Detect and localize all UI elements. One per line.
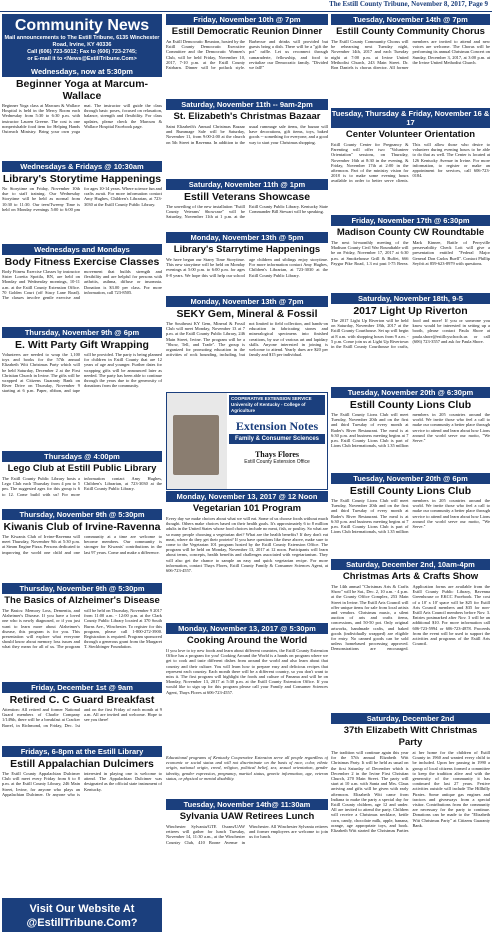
article-body: The Kiwanis Club of Irvine-Ravenna will meet Thursday, November 9th at 5:30 p.m. at Steam Engine Pizza. Persons dedicated to improving the world one child and one community at a time are welcome to become members. Our community is stronger for Kiwanis' contributions in the last 97 years. Come and make a difference.: [2, 534, 162, 555]
article-heading: Estill County Community Chorus: [336, 26, 485, 37]
article-body: Beginner Yoga class at Marcum & Wallace Hospital is held in the Mercy Room each Wednesday from 5:30 to 6:30 p.m. with instructor Lauren Greene. The cost is one nonperishable food item for Helping Hands Outreach Ministry. Bring your own yoga mat. The instructor will guide the class through basic poses, focused on relaxation, balance, strength and flexibility. For class updates, please check the Marcum & Wallace Hospital Facebook page.: [2, 103, 162, 135]
article-body: If you love to try new foods and learn about different countries, the Estill County Extension Office has a program for you! Cooking Around the World is a hands on program where we get to cook and taste different dishes from around the world and also learn about that country and their culture. You will learn how to prepare easy and delicious recipes that represent each country. Each month there will be a different country, so you don't want to miss it. The first program will highlight the foods and culture of Panama and will be on Monday, November 13, 2017 at 5:30 p.m. at the Estill County Extension Office. If you would like to sign up for this program please call your Family and Consumer Sciences Agent, Thays Flores at 606-723-4557.: [166, 648, 328, 695]
extension-logo-panel: [167, 393, 227, 489]
date-band: Thursday, November 9th @ 5:30pm: [2, 509, 162, 520]
article-heading: Sylvania UAW Retirees Lunch: [179, 811, 315, 822]
date-band: Tuesday, Thursday & Friday, November 16 & 17: [331, 109, 490, 127]
article-body: The 14th annual "Christmas Arts & Crafts Show" will be Sat., Dec. 2, 10 a.m. - 4 p.m. at the County Office Complex, 253 Main Street in Irvine. The Estill Arts Council will offer unique items for sale from local artists and vendors. Christmas music, a silent auction of arts and crafts items, concessions, and 50-50 pot. Only original artworks, handmade crafts, and baked goods (individually wrapped) are eligible for entry. No canned goods can be sold unless homebased processing approved. Demonstrations are encouraged. Application forms are available from the Estill County Public Library, Ravenna Greenhouse or EKCC Facebook. The cost of a 10' x 10' space will be $25 for Estill Arts Council members and $35 for non-Estill Arts Council members before Nov. 3. Entries postmarked after Nov. 3 will be an additional $10. For more information call 606-723-5994 or 606-723-4878. Proceeds from the event will be used to support the activities and programs of the Estill Arts Council.: [331, 584, 490, 652]
article-heading: Estill Veterans Showcase: [183, 191, 311, 203]
article-heading: Library's Starrytime Happenings: [173, 244, 321, 255]
date-band: Saturday, December 2nd, 10am-4pm: [331, 559, 490, 570]
date-band: Friday, November 10th @ 7pm: [166, 14, 328, 25]
extension-section-label: Family & Consumer Sciences: [229, 434, 325, 444]
article-body: The Estill County Public Library hosts a Lego Club each Thursday from 4 pm to 5 pm. The suggested ages for this group is 6 to 12. Come build with us! For more information contact Amy Hughes, Children's Librarian, at 723-3030 at the Estill County Public Library.: [2, 476, 162, 497]
article-heading: Retired C. C Guard Breakfast: [9, 694, 155, 706]
column-middle: [166, 14, 328, 932]
page-header-text: The Estill County Tribune, November 8, 2017, Page 9: [329, 0, 488, 8]
community-news-title: Community News: [14, 17, 150, 34]
community-news-masthead: [2, 14, 162, 66]
article-heading: Estill Appalachian Dulcimers: [10, 758, 154, 770]
article-body: Body Fitness Exercise Classes by instructor Sister Loretta Spotila, RN, are held on Monday and Wednesday mornings, 10-11 a.m. at the Estill County Extension Office. 70 Golden Court (off Stacy Lane Road). The classes involve gentle exercise and movement that builds strength and flexibility and are helpful for persons with arthritis, asthma, diffuse or insomnia. Donation is $3.00 per class. For more information, call 723-8505.: [2, 269, 162, 301]
date-band: Thursdays @ 4:00pm: [2, 451, 162, 462]
date-band: Thursday, November 9th @ 5:30pm: [2, 583, 162, 594]
date-band: Tuesday, November 20th @ 6:30pm: [331, 387, 490, 398]
article-body: The Estill County Lions Club will meet Tuesday, November 20th and on the first and third Tuesday of every month at Rader's River Restaurant. The meal is at 6:30 p.m. and business meeting begins at 7 p.m. Estill County Lions Club is part of Lions Club Internationals, with 1.35 million members in 205 countries around the world. We invite those who feel a call to make our community a better place through service to attend and learn about how Lions around the world serve our motto, "We Serve.": [331, 498, 490, 535]
date-band: Tuesday, November 14th@ 11:30am: [166, 799, 328, 810]
date-band: Friday, November 17th @ 6:30pm: [331, 215, 490, 226]
article-heading: Estill County Lions Club: [349, 485, 472, 497]
article-heading: Christmas Arts & Crafts Show: [342, 571, 479, 582]
extension-notes-box: [166, 392, 328, 490]
article-body: Volunteers are needed to wrap the 1,100 toys and books for the 57th annual Elizabeth Witt Christmas Party which will be held Saturday, December 2 at the First Christian Church in Irvine. The gifts will be wrapped at Citizens Guaranty Bank on River Drive on Thursday, November 9 starting at 6 p.m. Paper, ribbon, and tape will be provided. The party is being planned for children in Estill County that are 12 years of age and younger. Further dates for wrapping gifts will be announced later as needed. The party has been able to continue through the years due to the generosity of donations from the community.: [2, 352, 162, 394]
article-body: Every day we make choices about what we will eat. Some of us choose foods without much thought. Others make choices based on their health goals. It's approximately 6 to 8 million adults in the United States whose food choices include no meat, fish, or poultry. So what are so many people choosing a vegetarian diet? What are the health benefits? If they don't eat meat, where do they get their protein? If you have questions like these above, make sure to come to the Vegetarian 101 program hosted by the Estill County Extension Office. The program will be held on Monday, November 13, 2017 at 12 noon. Participants will learn about terms, concepts, health benefits and challenges associated with vegetarianism. They will also get the chance to sample an easy and quick vegetarian recipe. For more information, contact Thays Flores, Estill County Family & Consumer Sciences Agent, at 606-723-4557.: [166, 516, 328, 574]
article-heading: 37th Elizabeth Witt Christmas Party: [343, 725, 478, 748]
author-photo: [173, 415, 219, 475]
date-band: Wednesdays & Fridays @ 10:30am: [2, 161, 162, 172]
article-heading: Madison County CW Roundtable: [336, 227, 485, 238]
date-band: Tuesday, November 14th @ 7pm: [331, 14, 490, 25]
nondiscrimination-note: Educational programs of Kentucky Cooperative Extension serve all people regardless of economic or social status and will not discriminate on the basis of race, color, ethnic origin, national origin, creed, religion, political belief, sex, sexual orientation, gender identity, gender expression, pregnancy, marital status, genetic information, age, veteran status, or physical or mental disability.: [166, 755, 328, 781]
article-body: Saint Elizabeth's Annual Christmas Bazaar and Rummage Sale will be Saturday, November 11, from 9:00-2:00 at the church on 5th Street in Ravenna. In addition to the usual rummage sale items, the bazaar will have decorations, gift items, toys, baked goods -- something for everyone, and a good way to start your Christmas shopping.: [166, 124, 328, 145]
article-body: An Estill Democratic Reunion, hosted by the Estill County Democratic Executive Committee and the Democratic Women's Club, will be held Friday, November 10, 2017, 7-10 p.m. at the Estill County Fairbarn. Dinner will be potluck style. Barbecue and drinks will provided but guests bring a dish. There will be a "gift the pot" raffle. Let us reconnect through camaraderie, fellowship, and food to revitalize our Democratic family. "Divided we fall!": [166, 39, 328, 71]
date-band: Saturday, November 18th, 9-5: [331, 293, 490, 304]
date-band: Monday, November 13, 2017 @ 12 Noon: [166, 491, 328, 502]
website-banner[interactable]: [2, 898, 162, 932]
date-band: Friday, December 1st @ 9am: [2, 682, 162, 693]
article-heading: Beginner Yoga at Marcum-Wallace: [15, 78, 149, 102]
date-band: Monday, November 13th @ 7pm: [166, 296, 328, 307]
article-body: The Southeast KY Gem, Mineral & Fossil Club will meet Monday, November 13 at 7 p.m. at the Estill County Public Library, 246 Main Street, Irvine. The program will be a "Show, Tell, and Trade". The group is organized for promoting education in the activities of rock hounding, including, but not limited to field collection, and hands-on education in fabricating stones and mineralogical specimens into finished creations, by use of various art and lapidary skills. Anyone interested in joining is welcome to attend. Yearly dues are $20 per family and $15 per individual.: [166, 321, 328, 358]
date-band: Wednesdays, now at 5:30pm: [2, 66, 162, 77]
article-body: No Storytime on Friday, November 10th due to staff training. Our Wednesday Storytime will be held as normal from 10:30 to 11:30. Our teen/Tweeny Time is held on Monday evenings 5:00 to 6:00 pm for ages 10-14 years. Where science fun and crafts await. For more information contact Amy Hughes, Children's Librarian, at 723-3030 at the Estill County Public Library.: [2, 186, 162, 212]
article-heading: SEKY Gem, Mineral & Fossil: [176, 308, 318, 320]
article-body: The 2017 Light Up Riverton will be held on Saturday, November 18th, 2017 at the Estill County Courthouse. Set up will begin at 8 a.m. with shopping hours from 9 a.m. - 5 p.m. Come join us at Light Up Rivertown in the Estill County Courthouse for crafts, food and more! If you or someone you know would be interested in setting up a booth, please contact Paula Shore at paula.shore@estillcyschools.us or call (606) 723-3557 and ask for Paula Shore.: [331, 318, 490, 350]
column-right: [331, 14, 490, 932]
article-body: The Estill County Appalachian Dulcimer Club will meet every Friday from 6 to 8 p.m. at the Estill County Library, 246 Main Street, Irvine, for anyone who plays an Appalachian Dulcimer. Or anyone who is interested in playing one is welcome to attend. The Appalachian Dulcimer was designated as the official state instrument of Kentucky.: [2, 771, 162, 797]
author-role: Estill County Extension Office: [244, 459, 310, 465]
website-banner-line2: @EstillTribune.Com?: [26, 917, 138, 929]
article-body: The unveiling of the new installation "Estill County Veterans' Showcase" will be Saturday, November 11th at 1 p.m. at the Estill County Public Library. Kentucky State Commander Bill Stewart will be speaking.: [166, 204, 328, 220]
article-heading: The Basics of Alzheimer's Disease: [4, 595, 160, 606]
article-heading: Estill County Lions Club: [349, 399, 472, 411]
date-band: Monday, November 13, 2017 @ 5:30pm: [166, 623, 328, 634]
article-heading: Body Fitness Exercise Classes: [4, 256, 160, 268]
article-body: We have begun our Starry Time Storytime. This new storytime will be held on Monday evenings at 5:00 p.m. to 6:00 p.m. for ages 0-8 years. We hope this will help our school age children and siblings enjoy storytime. For more information contact Amy Hughes, Children's Librarian, at 723-3030 at the Estill County Public Library.: [166, 257, 328, 278]
article-body: Attention: All retired and former National Guard members of Charlie Company 1/149th, there will be a breakfast at Cracker Barrel, in Richmond, on Friday, Dec. 1st and on the first Friday of each month at 9 a.m. All are invited and welcome. Hope to see you there!: [2, 707, 162, 728]
article-heading: Lego Club at Estill Public Library: [7, 463, 157, 474]
date-band: Saturday, December 2nd: [331, 713, 490, 724]
article-body: Estill County Center for Pregnancy & Parenting will offer two "Volunteer Orientation" sessions, on Thursday, November 16th at 8:30 in the evening, & Friday, November 17th at 2:00 in the afternoon. Part of the ministry vision for 2018 is to make some evening hours available in order to better serve clients. This will allow those who desire to volunteer during evening hours to be able to do that as well. The Center is located at 126 Kentucky Avenue in Irvine. For more information, to register or make an appointment for services, call 606-723-0184.: [331, 142, 490, 184]
article-heading: St. Elizabeth's Christmas Bazaar: [173, 111, 321, 122]
article-heading: Center Volunteer Orientation: [345, 129, 476, 140]
article-body: The Basics: Memory Loss, Dementia, and Alzheimer's Disease. If you have a loved one who is newly diagnosed, or if you just want to learn more about Alzheimer's disease, this program is for you. This presentation will explore what everyone should know about memory loss issues and what they mean for all of us. The program will be held on Thursday, November 9 2017 from 11:00 a.m. - 12:00 p.m. at the Clark County Public Library located at 370 South Burns Ave., Winchester. To register for this program, please call 1-800-272-3900. Registration is required. Program sponsored through a generous grant from the Margaret T. Steckbinger Foundation.: [2, 608, 162, 650]
article-heading: Vegetarian 101 Program: [192, 503, 302, 514]
article-body: The Estill County Lions Club will meet Tuesday, November 20th and on the first and third Tuesday of every month at Rader's River Restaurant. The meal is at 6:30 p.m. and business meeting begins at 7 p.m. Estill County Lions Club is part of Lions Club Internationals, with 1.35 million members in 205 countries around the world. We invite those who feel a call to make our community a better place through service to attend and learn about how Lions around the world serve our motto, "We Serve.": [331, 412, 490, 449]
date-band: Monday, November 13th @ 5pm: [166, 232, 328, 243]
article-heading: Cooking Around the World: [186, 635, 308, 646]
date-band: Tuesday, November 20th @ 6pm: [331, 473, 490, 484]
extension-notes-title: Extension Notes: [235, 419, 319, 433]
article-body: The tradition will continue again this year for the 57th annual Elizabeth Witt Christmas Party. It will be held as usual on the first Saturday of December which is December 2 in the Irvine First Christian Church, 270 Main Street. The party will start at 10 a.m. with Santa and Mrs. Claus arriving and gifts will be given with early afternoon. Elizabeth Witt came from Indiana to make the party a special day for Estill County children, age 12 and under. All are invited to attend the party. Children will receive a Christmas necklace, kettle corn, candy, chocolate milk, apple, banana, orange, age appropriate toys, and book. Elizabeth Witt started the Christmas Parties at her home for the children of Estill County in 1960 and wanted every child to be included. Upon her passing in 1990 a group of local citizens formed a committee to keep the tradition alive and with the generosity of the community it has continued the last 27 years. Festive activities outside will include The Hillbilly Pirates. Some antique gas engines and tractors and giveaways from a special visitor. Contributions from the community are necessary for the party to continue. Donations can be made to the "Elizabeth Witt Christmas Party" at Citizens Guaranty Bank.: [331, 750, 490, 834]
date-band: Saturday, November 11th -- 9am-2pm: [166, 99, 328, 110]
article-heading: Library's Storytime Happenings: [2, 173, 162, 185]
article-body: The Estill County Community Chorus will be rehearsing next Tuesday night, November 14th, 2017 and each Tuesday night at 7:00 p.m. at Irvine United Methodist Church, 243 Main Street. Dr. Ron Daniels is chorus director. All former members are invited to attend and new voices are welcome. The Chorus will be performing its annual Christmas Concert on Sunday, December 3, 2017, at 3:00 p.m. at the Irvine United Methodist Church.: [331, 39, 490, 71]
mail-instructions: Mail announcements to The Estill Tribune, 6135 Winchester Road, Irvine, KY 40336: [4, 35, 160, 48]
call-instructions: Call (606) 723-5012; Fax to (606) 723-2745;: [27, 49, 137, 55]
article-body: Winchester Sylvania/GTE Osram/UAW retirees will gather for lunch Tuesday, November 14, 11:30 a.m., at the Winchester Country Club, 410 Boone Avenue in Winchester. All Winchester Sylvania retirees and former employees are welcome to join us for lunch.: [166, 824, 328, 845]
column-community-news: [2, 14, 162, 932]
author-name: Thays Flores: [254, 450, 300, 459]
page-header: [0, 0, 492, 12]
article-heading: E. Witt Party Gift Wrapping: [15, 339, 149, 351]
email-instructions: or E-mail it to <News@EstillTribune.Com>: [27, 56, 137, 62]
extension-service-label: COOPERATIVE EXTENSION SERVICE University of Kentucky - College of Agriculture: [229, 395, 325, 415]
article-heading: 2017 Light Up Riverton: [353, 305, 468, 317]
article-heading: Kiwanis Club of Irvine-Ravenna: [3, 521, 161, 533]
website-banner-line1: Visit Our Website At: [29, 903, 135, 915]
article-body: The next bi-monthly meeting of the Madison County Civil War Roundtable will be on Friday, November 17, 2017 at 6:30 p.m. at Smokehouse Grill & Buffet, 666 Paygar Pike Road, 1.3 mi past I-75 Berea. Mark Kinnee, Battle of Perryville perservability Check Lott will give a presentation entitled "Federal Major General Don Carlos Buell". Contact Phillip Seyfrit at 859-623-8979 with questions.: [331, 240, 490, 266]
date-band: Wednesdays and Mondays: [2, 244, 162, 255]
date-band: Saturday, November 11th @ 1pm: [166, 179, 328, 190]
date-band: Fridays, 6-8pm at the Estill Library: [2, 746, 162, 757]
date-band: Thursday, November 9th @ 6pm: [2, 327, 162, 338]
article-heading: Estill Democratic Reunion Dinner: [171, 26, 323, 37]
